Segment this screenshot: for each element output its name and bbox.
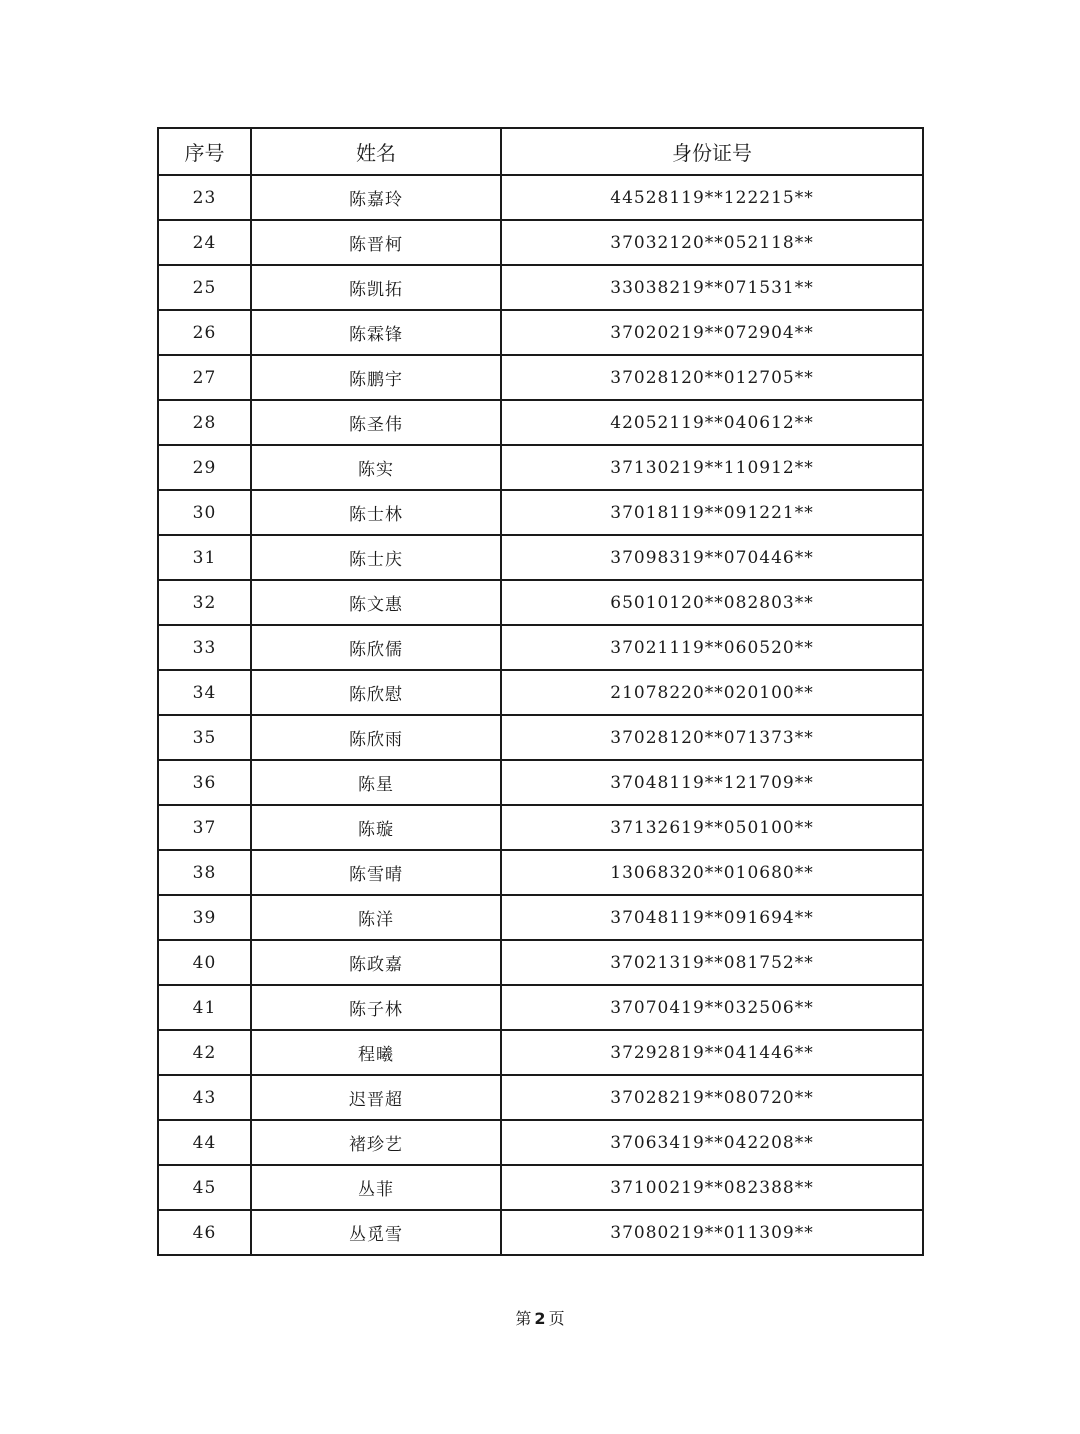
footer-prefix: 第	[515, 1309, 532, 1328]
cell-serial-number: 35	[158, 715, 251, 760]
table-row	[158, 535, 923, 580]
cell-name: 陈欣儒	[251, 625, 501, 670]
table-row	[158, 400, 923, 445]
table-row	[158, 940, 923, 985]
table-row	[158, 265, 923, 310]
header-name: 姓名	[251, 128, 501, 175]
cell-id-number: 37048119**121709**	[501, 760, 923, 805]
cell-id-number: 37292819**041446**	[501, 1030, 923, 1075]
table-row	[158, 355, 923, 400]
cell-id-number: 37130219**110912**	[501, 445, 923, 490]
page-footer	[0, 1306, 1080, 1329]
cell-name: 陈实	[251, 445, 501, 490]
cell-serial-number: 34	[158, 670, 251, 715]
cell-serial-number: 33	[158, 625, 251, 670]
cell-serial-number: 29	[158, 445, 251, 490]
table-row	[158, 490, 923, 535]
table-row	[158, 1120, 923, 1165]
cell-name: 陈士庆	[251, 535, 501, 580]
cell-serial-number: 32	[158, 580, 251, 625]
cell-serial-number: 46	[158, 1210, 251, 1255]
cell-serial-number: 28	[158, 400, 251, 445]
cell-id-number: 37021319**081752**	[501, 940, 923, 985]
cell-name: 陈嘉玲	[251, 175, 501, 220]
cell-serial-number: 30	[158, 490, 251, 535]
cell-serial-number: 38	[158, 850, 251, 895]
cell-id-number: 37028219**080720**	[501, 1075, 923, 1120]
cell-name: 陈圣伟	[251, 400, 501, 445]
cell-serial-number: 25	[158, 265, 251, 310]
table-row	[158, 175, 923, 220]
table-row	[158, 715, 923, 760]
cell-name: 陈星	[251, 760, 501, 805]
cell-serial-number: 26	[158, 310, 251, 355]
cell-id-number: 37048119**091694**	[501, 895, 923, 940]
cell-id-number: 37132619**050100**	[501, 805, 923, 850]
cell-id-number: 37028120**071373**	[501, 715, 923, 760]
cell-serial-number: 37	[158, 805, 251, 850]
cell-id-number: 44528119**122215**	[501, 175, 923, 220]
cell-id-number: 42052119**040612**	[501, 400, 923, 445]
cell-serial-number: 36	[158, 760, 251, 805]
header-id-number: 身份证号	[501, 128, 923, 175]
cell-name: 丛觅雪	[251, 1210, 501, 1255]
cell-id-number: 37028120**012705**	[501, 355, 923, 400]
cell-id-number: 37063419**042208**	[501, 1120, 923, 1165]
table-row	[158, 850, 923, 895]
cell-serial-number: 43	[158, 1075, 251, 1120]
cell-name: 陈士林	[251, 490, 501, 535]
table-row	[158, 445, 923, 490]
cell-id-number: 37021119**060520**	[501, 625, 923, 670]
roster-table	[157, 127, 924, 1256]
cell-id-number: 37032120**052118**	[501, 220, 923, 265]
cell-serial-number: 27	[158, 355, 251, 400]
cell-id-number: 37100219**082388**	[501, 1165, 923, 1210]
cell-serial-number: 41	[158, 985, 251, 1030]
table-row	[158, 670, 923, 715]
footer-suffix: 页	[548, 1309, 565, 1328]
cell-serial-number: 44	[158, 1120, 251, 1165]
table-row	[158, 1210, 923, 1255]
cell-name: 陈凯拓	[251, 265, 501, 310]
cell-serial-number: 40	[158, 940, 251, 985]
table-row	[158, 805, 923, 850]
cell-name: 陈鹏宇	[251, 355, 501, 400]
table-row	[158, 760, 923, 805]
cell-id-number: 13068320**010680**	[501, 850, 923, 895]
cell-serial-number: 23	[158, 175, 251, 220]
table-header-row	[158, 128, 923, 175]
table-row	[158, 310, 923, 355]
cell-name: 迟晋超	[251, 1075, 501, 1120]
cell-name: 陈欣雨	[251, 715, 501, 760]
cell-id-number: 37018119**091221**	[501, 490, 923, 535]
cell-name: 陈子林	[251, 985, 501, 1030]
table-row	[158, 220, 923, 265]
cell-name: 陈霖锋	[251, 310, 501, 355]
cell-id-number: 37080219**011309**	[501, 1210, 923, 1255]
cell-serial-number: 45	[158, 1165, 251, 1210]
table-row	[158, 625, 923, 670]
cell-serial-number: 31	[158, 535, 251, 580]
cell-serial-number: 24	[158, 220, 251, 265]
cell-serial-number: 42	[158, 1030, 251, 1075]
header-serial-number: 序号	[158, 128, 251, 175]
cell-name: 丛菲	[251, 1165, 501, 1210]
table-row	[158, 1075, 923, 1120]
table-row	[158, 580, 923, 625]
cell-name: 陈欣慰	[251, 670, 501, 715]
table-body	[158, 175, 923, 1255]
cell-id-number: 33038219**071531**	[501, 265, 923, 310]
cell-name: 陈洋	[251, 895, 501, 940]
cell-name: 陈政嘉	[251, 940, 501, 985]
table-row	[158, 1030, 923, 1075]
cell-name: 程曦	[251, 1030, 501, 1075]
cell-name: 褚珍艺	[251, 1120, 501, 1165]
cell-id-number: 65010120**082803**	[501, 580, 923, 625]
page-number: 2	[534, 1309, 546, 1328]
cell-name: 陈文惠	[251, 580, 501, 625]
cell-name: 陈雪晴	[251, 850, 501, 895]
cell-name: 陈璇	[251, 805, 501, 850]
table-row	[158, 895, 923, 940]
table-row	[158, 985, 923, 1030]
cell-id-number: 37020219**072904**	[501, 310, 923, 355]
table-row	[158, 1165, 923, 1210]
cell-serial-number: 39	[158, 895, 251, 940]
cell-id-number: 37070419**032506**	[501, 985, 923, 1030]
cell-name: 陈晋柯	[251, 220, 501, 265]
cell-id-number: 37098319**070446**	[501, 535, 923, 580]
cell-id-number: 21078220**020100**	[501, 670, 923, 715]
